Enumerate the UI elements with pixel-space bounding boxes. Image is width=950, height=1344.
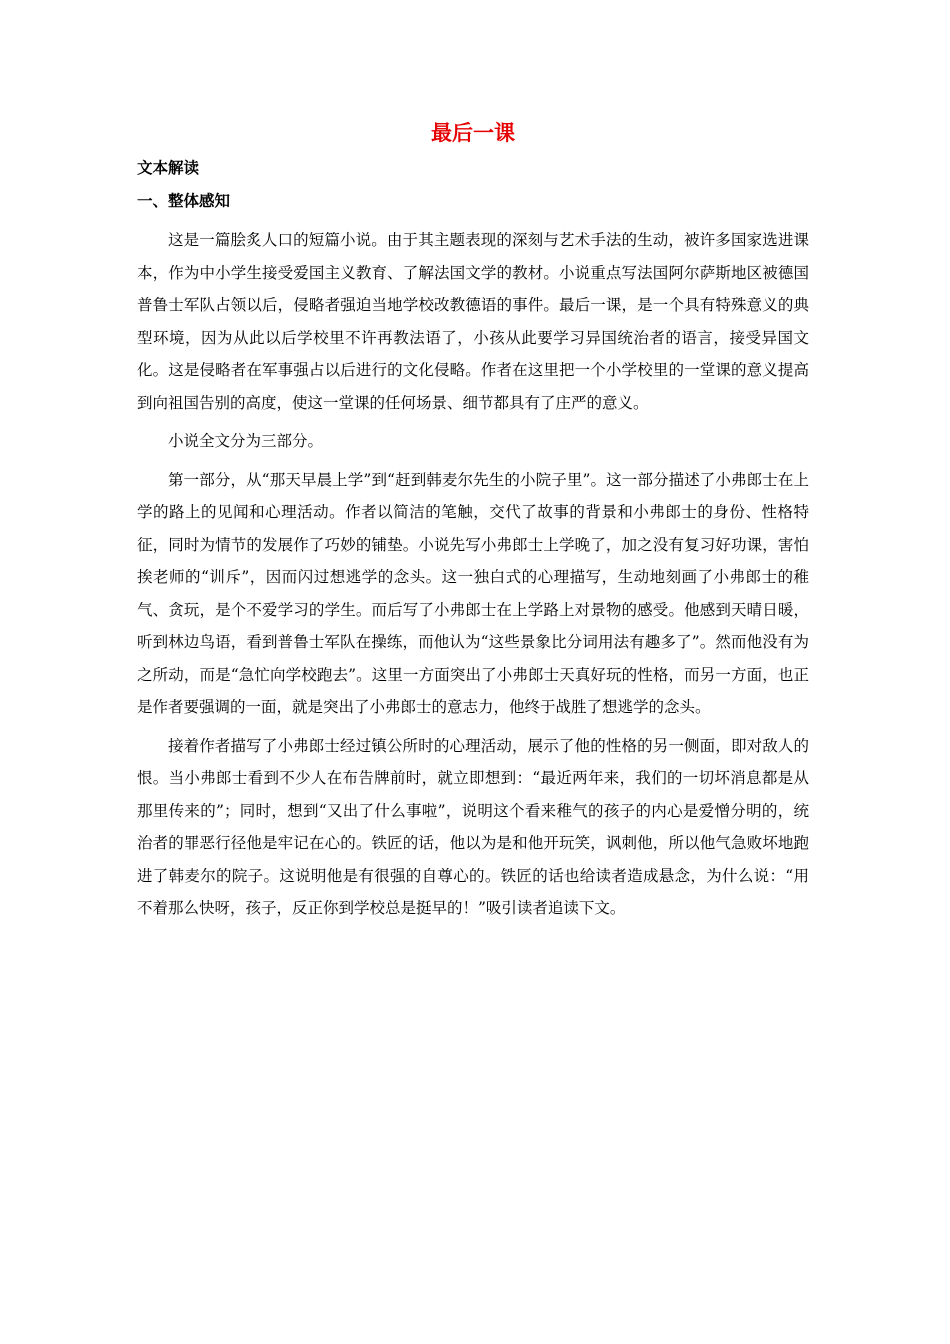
paragraph-part-one: 第一部分，从“那天早晨上学”到“赶到韩麦尔先生的小院子里”。这一部分描述了小弗郎士在上学的路上的见闻和心理活动。作者以简洁的笔触，交代了故事的背景和小弗郎士的身份、性格特征，同时为情节的发展作了巧妙的铺垫。小说先写小弗郎士上学晚了，加之没有复习好功课，害怕挨老师的“训斥”，因而闪过想逃学的念头。这一独白式的心理描写，生动地刻画了小弗郎士的稚气、贪玩，是个不爱学习的学生。而后写了小弗郎士在上学路上对景物的感受。他感到天晴日暖，听到林边鸟语，看到普鲁士军队在操练，而他认为“这些景象比分词用法有趣多了”。然而他没有为之所动，而是“急忙向学校跑去”。这里一方面突出了小弗郎士天真好玩的性格，而另一方面，也正是作者要强调的一面，就是突出了小弗郎士的意志力，他终于战胜了想逃学的念头。 bbox=[137, 470, 809, 716]
section-heading: 文本解读 bbox=[137, 159, 200, 177]
subsection-heading: 一、整体感知 bbox=[137, 192, 231, 210]
paragraph-structure: 小说全文分为三部分。 bbox=[168, 432, 324, 450]
document-title: 最后一课 bbox=[431, 121, 515, 145]
document-page bbox=[137, 118, 809, 931]
paragraph-overview: 这是一篇脍炙人口的短篇小说。由于其主题表现的深刻与艺术手法的生动，被许多国家选进课本，作为中小学生接受爱国主义教育、了解法国文学的教材。小说重点写法国阿尔萨斯地区被德国普鲁士军队占领以后，侵略者强迫当地学校改教德语的事件。最后一课，是一个具有特殊意义的典型环境，因为从此以后学校里不许再教法语了，小孩从此要学习异国统治者的语言，接受异国文化。这是侵略者在军事强占以后进行的文化侵略。作者在这里把一个小学校里的一堂课的意义提高到向祖国告别的高度，使这一堂课的任何场景、细节都具有了庄严的意义。 bbox=[137, 231, 809, 412]
paragraph-town-hall: 接着作者描写了小弗郎士经过镇公所时的心理活动，展示了他的性格的另一侧面，即对敌人的恨。当小弗郎士看到不少人在布告牌前时，就立即想到：“最近两年来，我们的一切坏消息都是从那里传来的”；同时，想到“又出了什么事啦”，说明这个看来稚气的孩子的内心是爱憎分明的，统治者的罪恶行径他是牢记在心的。铁匠的话，他以为是和他开玩笑，讽刺他，所以他气急败坏地跑进了韩麦尔的院子。这说明他是有很强的自尊心的。铁匠的话也给读者造成悬念，为什么说：“用不着那么快呀，孩子，反正你到学校总是挺早的！”吸引读者追读下文。 bbox=[137, 736, 809, 917]
